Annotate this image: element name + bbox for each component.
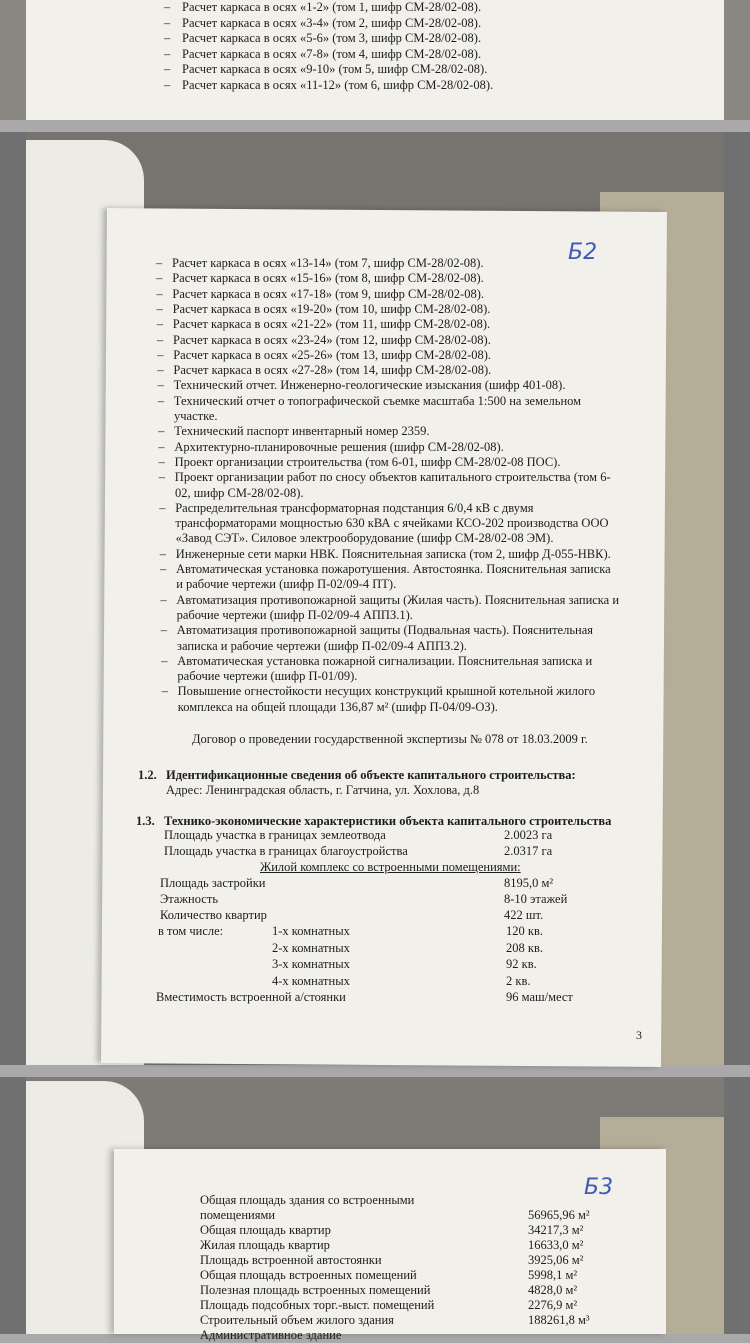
room-type: 4-х комнатных [272,973,350,988]
bullet-dash: – [164,62,171,76]
param-value: 3925,06 м² [528,1253,584,1267]
list-item: Инженерные сети марки НВК. Пояснительная записка (том 2, шифр Д-055-НВК). [175,546,611,561]
param-value: 188261,8 м³ [528,1313,590,1327]
list-item: Расчет каркаса в осях «13-14» (том 7, шифр СМ-28/02-08). [172,256,484,270]
bullet-dash: – [157,347,164,362]
param-label: Площадь подсобных торг.-выст. помещений [200,1298,435,1312]
param-value: 56965,96 м² [528,1208,590,1222]
param-label: Площадь участка в границах благоустройства [164,844,408,858]
room-count: 120 кв. [506,924,543,938]
text-line: Расчет каркаса в осях «1-2» (том 1, шифр СМ-28/02-08). [182,0,482,14]
param-label: Этажность [160,892,219,906]
left-edge [0,1077,26,1334]
param-label: Общая площадь здания со встроенными [200,1193,415,1207]
bullet-dash: – [161,684,168,699]
list-item: комплекса на общей площади 136,87 м² (шифр П-04/09-ОЗ). [177,699,498,714]
param-label: Площадь застройки [160,876,266,890]
param-value: 422 шт. [504,908,544,922]
param-value: 4828,0 м² [528,1283,578,1297]
list-item: рабочие чертежи (шифр П-02/09-4 АППЗ.1). [176,607,413,622]
bullet-dash: – [156,301,163,316]
list-item: трансформаторами мощностью 630 кВА с ячейками КСО-202 производства ООО [175,516,609,531]
list-item: Проект организации строительства (том 6-01, шифр СМ-28/02-08 ПОС). [174,454,561,469]
room-count: 2 кв. [506,973,531,988]
list-item: и рабочие чертежи (шифр П-02/09-4 ПТ). [176,577,397,592]
handwritten-mark: Б2 [568,240,598,265]
list-item: Технический отчет о топографической съемке масштаба 1:500 на земельном [173,393,582,408]
param-value: 2.0317 га [504,844,553,858]
bullet-dash: – [158,424,165,439]
param-label: в том числе: [158,924,224,938]
section-number: 1.2. [138,768,157,782]
list-item: Технический отчет. Инженерно-геологические изыскания (шифр 401-08). [173,378,566,393]
list-item: Повышение огнестойкости несущих конструкций крышной котельной жилого [177,684,596,699]
bullet-dash: – [158,470,166,485]
list-item: Автоматическая установка пожарной сигнализации. Пояснительная записка и [177,653,593,668]
section-number: 1.3. [136,814,155,828]
bullet-dash: – [156,271,163,286]
list-item: Расчет каркаса в осях «21-22» (том 11, шифр СМ-28/02-08). [172,317,491,332]
list-item: Распределительная трансформаторная подстанция 6/0,4 кВ с двумя [175,500,534,515]
param-label: Вместимость встроенной а/стоянки [156,990,346,1004]
bullet-dash: – [156,317,164,332]
param-value: 5998,1 м² [528,1268,578,1282]
bullet-dash: – [160,592,167,607]
bullet-dash: – [158,439,165,454]
bullet-dash: – [159,546,167,561]
text-line: Расчет каркаса в осях «3-4» (том 2, шифр СМ-28/02-08). [182,15,482,30]
bullet-dash: – [161,653,168,668]
list-item: 02, шифр СМ-28/02-08). [175,485,304,500]
right-edge [724,132,750,1065]
right-edge [724,1077,750,1334]
photo-page-1 [0,0,750,120]
page-number: 3 [636,1028,642,1042]
param-label: Площадь встроенной автостоянки [200,1253,382,1267]
text-line: Расчет каркаса в осях «9-10» (том 5, шифр СМ-28/02-08). [182,62,488,76]
bullet-dash: – [160,623,168,638]
param-label: помещениями [200,1208,276,1222]
bullet-dash: – [158,454,165,469]
list-item: Автоматизация противопожарной защиты (Подвальная часть). Пояснительная [176,623,594,638]
list-item: Расчет каркаса в осях «23-24» (том 12, шифр СМ-28/02-08). [173,332,491,347]
param-label: Полезная площадь встроенных помещений [200,1283,431,1297]
contract-line: Договор о проведении государственной экспертизы № 078 от 18.03.2009 г. [192,732,588,746]
address: Адрес: Ленинградская область, г. Гатчина, ул. Хохлова, д.8 [166,783,480,797]
left-edge [0,132,26,1065]
section-title: Технико-экономические характеристики объекта капитального строительства [164,814,612,828]
text-line: Расчет каркаса в осях «11-12» (том 6, шифр СМ-28/02-08). [182,77,494,92]
photo-page-2 [0,132,750,1065]
param-label: Общая площадь квартир [200,1223,331,1237]
bullet-dash: – [157,378,164,393]
param-value: 16633,0 м² [528,1238,584,1252]
param-label: Площадь участка в границах землеотвода [164,828,386,842]
bullet-dash: – [160,562,167,576]
bullet-dash: – [157,363,164,378]
list-item: Расчет каркаса в осях «27-28» (том 14, шифр СМ-28/02-08). [173,363,492,378]
param-value: 96 маш/мест [506,990,573,1004]
param-value: 2276,9 м² [528,1298,578,1312]
room-type: 2-х комнатных [272,940,350,955]
room-count: 92 кв. [506,957,537,971]
bullet-dash: – [164,77,171,92]
bullet-dash: – [159,500,166,515]
bullet-dash: – [156,286,163,301]
param-label: Количество квартир [160,908,267,922]
bullet-dash: – [157,332,164,347]
param-label: Строительный объем жилого здания [200,1313,394,1327]
param-value: 8195,0 м² [504,876,554,890]
param-label: Жилая площадь квартир [200,1238,330,1252]
bullet-dash: – [157,393,165,408]
list-item: «Завод СЭТ». Силовое электрооборудование (шифр СМ-28/02-08 ЭМ). [175,531,554,546]
list-item: участке. [174,409,218,423]
complex-heading: Жилой комплекс со встроенными помещениями: [260,860,521,874]
list-item: Автоматизация противопожарной защиты (Жилая часть). Пояснительная записка и [176,592,620,607]
param-value: 2.0023 га [504,828,553,842]
bullet-dash: – [164,0,171,14]
list-item: Автоматическая установка пожаротушения. Автостоянка. Пояснительная записка [176,562,611,576]
list-item: Архитектурно-планировочные решения (шифр СМ-28/02-08). [174,439,504,454]
param-label: Общая площадь встроенных помещений [200,1268,417,1282]
list-item: Расчет каркаса в осях «19-20» (том 10, шифр СМ-28/02-08). [172,301,491,316]
list-item: Расчет каркаса в осях «15-16» (том 8, шифр СМ-28/02-08). [172,271,484,286]
room-count: 208 кв. [506,940,543,955]
list-item: Технический паспорт инвентарный номер 2359. [174,424,430,439]
list-item: записка и рабочие чертежи (шифр П-02/09-4 АППЗ.2). [177,638,467,653]
list-item: Расчет каркаса в осях «17-18» (том 9, шифр СМ-28/02-08). [172,286,484,301]
list-item: Проект организации работ по сносу объектов капитального строительства (том 6- [174,470,611,485]
bullet-dash: – [164,31,171,45]
section-title: Идентификационные сведения об объекте капитального строительства: [166,768,576,782]
text-line: Расчет каркаса в осях «7-8» (том 4, шифр СМ-28/02-08). [182,46,482,61]
room-type: 3-х комнатных [272,957,350,971]
handwritten-mark: Б3 [584,1175,614,1200]
param-value: 8-10 этажей [504,892,568,906]
param-label: Административное здание [200,1328,342,1342]
bullet-dash: – [156,256,163,270]
bullet-dash: – [164,15,171,30]
list-item: рабочие чертежи (шифр П-01/09). [177,669,358,684]
room-type: 1-х комнатных [272,924,350,938]
text-line: Расчет каркаса в осях «5-6» (том 3, шифр СМ-28/02-08). [182,31,482,45]
list-item: Расчет каркаса в осях «25-26» (том 13, шифр СМ-28/02-08). [173,347,492,362]
photo-page-3 [0,1077,750,1342]
param-value: 34217,3 м² [528,1223,584,1237]
bullet-dash: – [164,46,171,61]
